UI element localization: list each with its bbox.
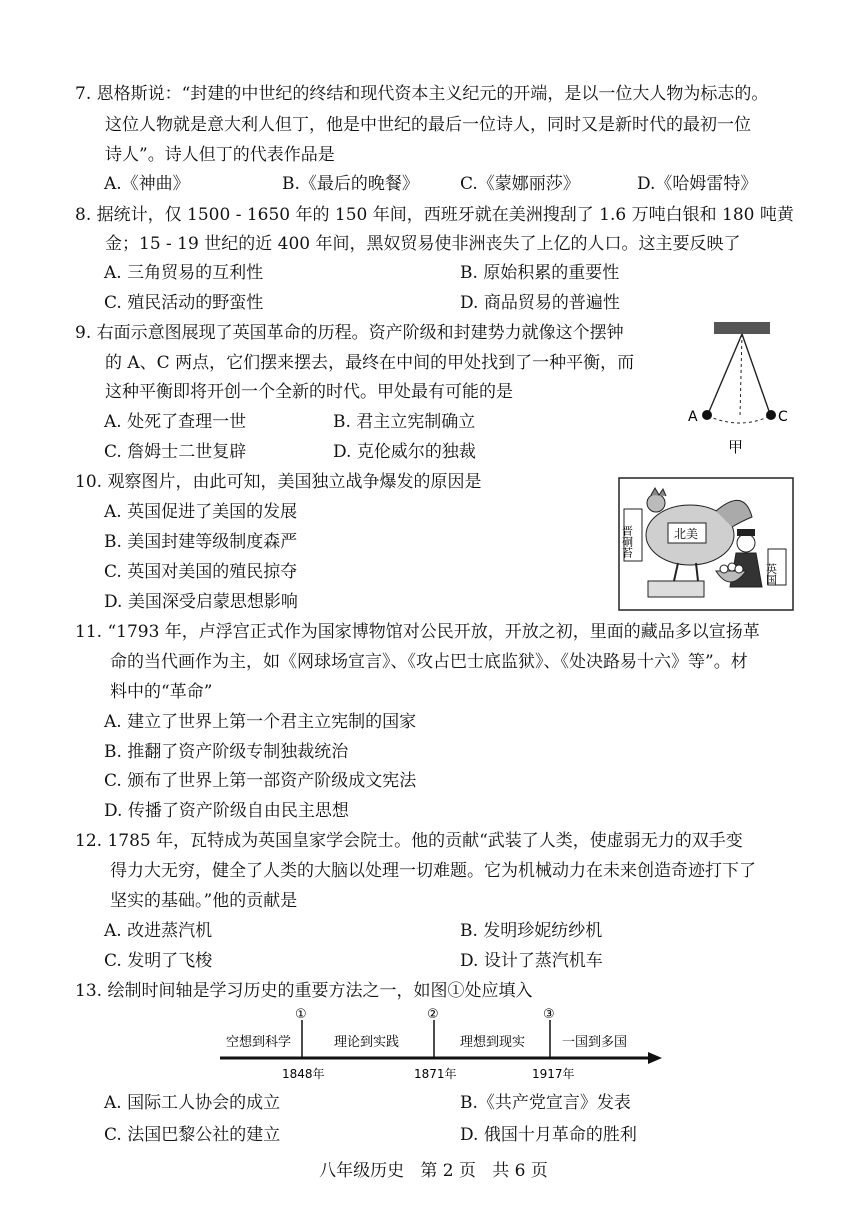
q7-option-d: D.《哈姆雷特》 [637,174,758,194]
cartoon-right-label: 英国 [764,563,778,585]
q9-stem-line-2: 的 A、C 两点，它们摆来摆去，最终在中间的甲处找到了一种平衡，而 [105,353,635,373]
q9-option-a: A. 处死了查理一世 [104,412,247,432]
pendulum-label-a: A [688,409,698,425]
timeline-segment-2: 理论到实践 [334,1035,400,1050]
q7-option-c: C.《蒙娜丽莎》 [460,174,580,194]
egg-3 [735,565,743,573]
cartoon-center-label: 北美 [674,527,699,541]
timeline-diagram [216,1004,666,1084]
pendulum-bob-a [702,410,712,420]
q11-option-a: A. 建立了世界上第一个君主立宪制的国家 [104,712,417,732]
q13-option-d: D. 俄国十月革命的胜利 [460,1125,637,1145]
q8-option-d: D. 商品贸易的普遍性 [460,293,620,313]
q13-option-c: C. 法国巴黎公社的建立 [104,1125,281,1145]
q11-stem-line-2: 命的当代画作为主，如《网球场宣言》、《攻占巴士底监狱》、《处决路易十六》等”。材 [110,652,748,672]
q11-option-b: B. 推翻了资产阶级专制独裁统治 [104,742,349,762]
q11-stem-line-1: 11. “1793 年，卢浮宫正式作为国家博物馆对公民开放，开放之初，里面的藏品多以宣扬革 [75,622,760,642]
q10-stem-line-1: 10. 观察图片，由此可知，美国独立战争爆发的原因是 [75,472,482,492]
q9-stem-line-3: 这种平衡即将开创一个全新的时代。甲处最有可能的是 [105,382,513,402]
q9-stem-line-1: 9. 右面示意图展现了英国革命的历程。资产阶级和封建势力就像这个摆钟 [75,323,624,343]
q8-option-c: C. 殖民活动的野蛮性 [104,293,264,313]
pendulum-label-c: C [778,409,788,425]
page-footer: 八年级历史 第 2 页 共 6 页 [319,1161,548,1181]
q13-stem-line-1: 13. 绘制时间轴是学习历史的重要方法之一，如图①处应填入 [75,981,533,1001]
cartoon-pedestal [648,581,704,597]
pendulum-label-jia: 甲 [728,438,744,456]
q11-option-c: C. 颁布了世界上第一部资产阶级成文宪法 [104,771,417,791]
timeline-marker-2: ② [427,1007,439,1022]
pendulum-arc [708,416,770,423]
q7-stem-line-2: 这位人物就是意大利人但丁，他是中世纪的最后一位诗人，同时又是新时代的最初一位 [105,115,751,135]
q8-stem-line-1: 8. 据统计，仅 1500 - 1650 年的 150 年间，西班牙就在美洲搜刮了 1.6 万吨白银和 180 吨黄 [75,205,794,225]
cartoon-left-label: 晋硐苔 [620,525,634,558]
q10-option-d: D. 美国深受启蒙思想影响 [104,592,298,612]
pendulum-string-a [708,334,742,414]
q11-option-d: D. 传播了资产阶级自由民主思想 [104,801,349,821]
timeline-year-1: 1848年 [282,1067,325,1081]
rooster-head [647,494,665,512]
q12-stem-line-2: 得力大无穷，健全了人类的大脑以处理一切难题。它为机械动力在未来创造奇迹打下了 [110,861,756,881]
q8-option-a: A. 三角贸易的互利性 [104,263,264,283]
timeline-marker-3: ③ [543,1007,555,1022]
egg-1 [720,565,728,573]
pendulum-mount [714,322,770,334]
q8-option-b: B. 原始积累的重要性 [460,263,620,283]
timeline-year-2: 1871年 [414,1067,457,1081]
timeline-segment-3: 理想到现实 [460,1035,526,1050]
timeline-segment-1: 空想到科学 [226,1035,292,1050]
q12-option-d: D. 设计了蒸汽机车 [460,951,603,971]
timeline-segment-4: 一国到多国 [562,1035,628,1050]
q7-stem-line-1: 7. 恩格斯说：“封建的中世纪的终结和现代资本主义纪元的开端，是以一位大人物为标志的。 [75,84,769,104]
q7-stem-line-3: 诗人”。诗人但丁的代表作品是 [105,145,335,165]
pendulum-diagram [680,318,810,460]
q10-option-a: A. 英国促进了美国的发展 [104,502,298,522]
cartoon-image [618,477,794,611]
timeline-marker-1: ① [295,1007,307,1022]
q10-option-b: B. 美国封建等级制度森严 [104,532,298,552]
q12-option-a: A. 改进蒸汽机 [104,921,213,941]
pendulum-center-line [740,334,742,416]
pendulum-string-c [742,334,770,414]
q8-stem-line-2: 金；15 - 19 世纪的近 400 年间，黑奴贸易使非洲丧失了上亿的人口。这主要反映了 [105,234,741,254]
q9-option-c: C. 詹姆士二世复辟 [104,442,247,462]
q9-option-b: B. 君主立宪制确立 [333,412,476,432]
q7-option-b: B.《最后的晚餐》 [282,174,419,194]
q9-option-d: D. 克伦威尔的独裁 [333,442,476,462]
q10-option-c: C. 英国对美国的殖民掠夺 [104,562,298,582]
q12-option-c: C. 发明了飞梭 [104,951,213,971]
q13-option-b: B.《共产党宣言》发表 [460,1093,631,1113]
timeline-arrowhead [648,1052,662,1064]
q12-option-b: B. 发明珍妮纺纱机 [460,921,603,941]
timeline-year-3: 1917年 [532,1067,575,1081]
man-hat [737,529,755,536]
q7-option-a: A.《神曲》 [104,174,190,194]
man-head [737,534,755,552]
q12-stem-line-1: 12. 1785 年，瓦特成为英国皇家学会院士。他的贡献“武装了人类，使虚弱无力的双手变 [75,831,743,851]
pendulum-bob-c [766,410,776,420]
q13-option-a: A. 国际工人协会的成立 [104,1093,281,1113]
q11-stem-line-3: 料中的“革命” [110,682,213,702]
q12-stem-line-3: 坚实的基础。”他的贡献是 [110,891,298,911]
